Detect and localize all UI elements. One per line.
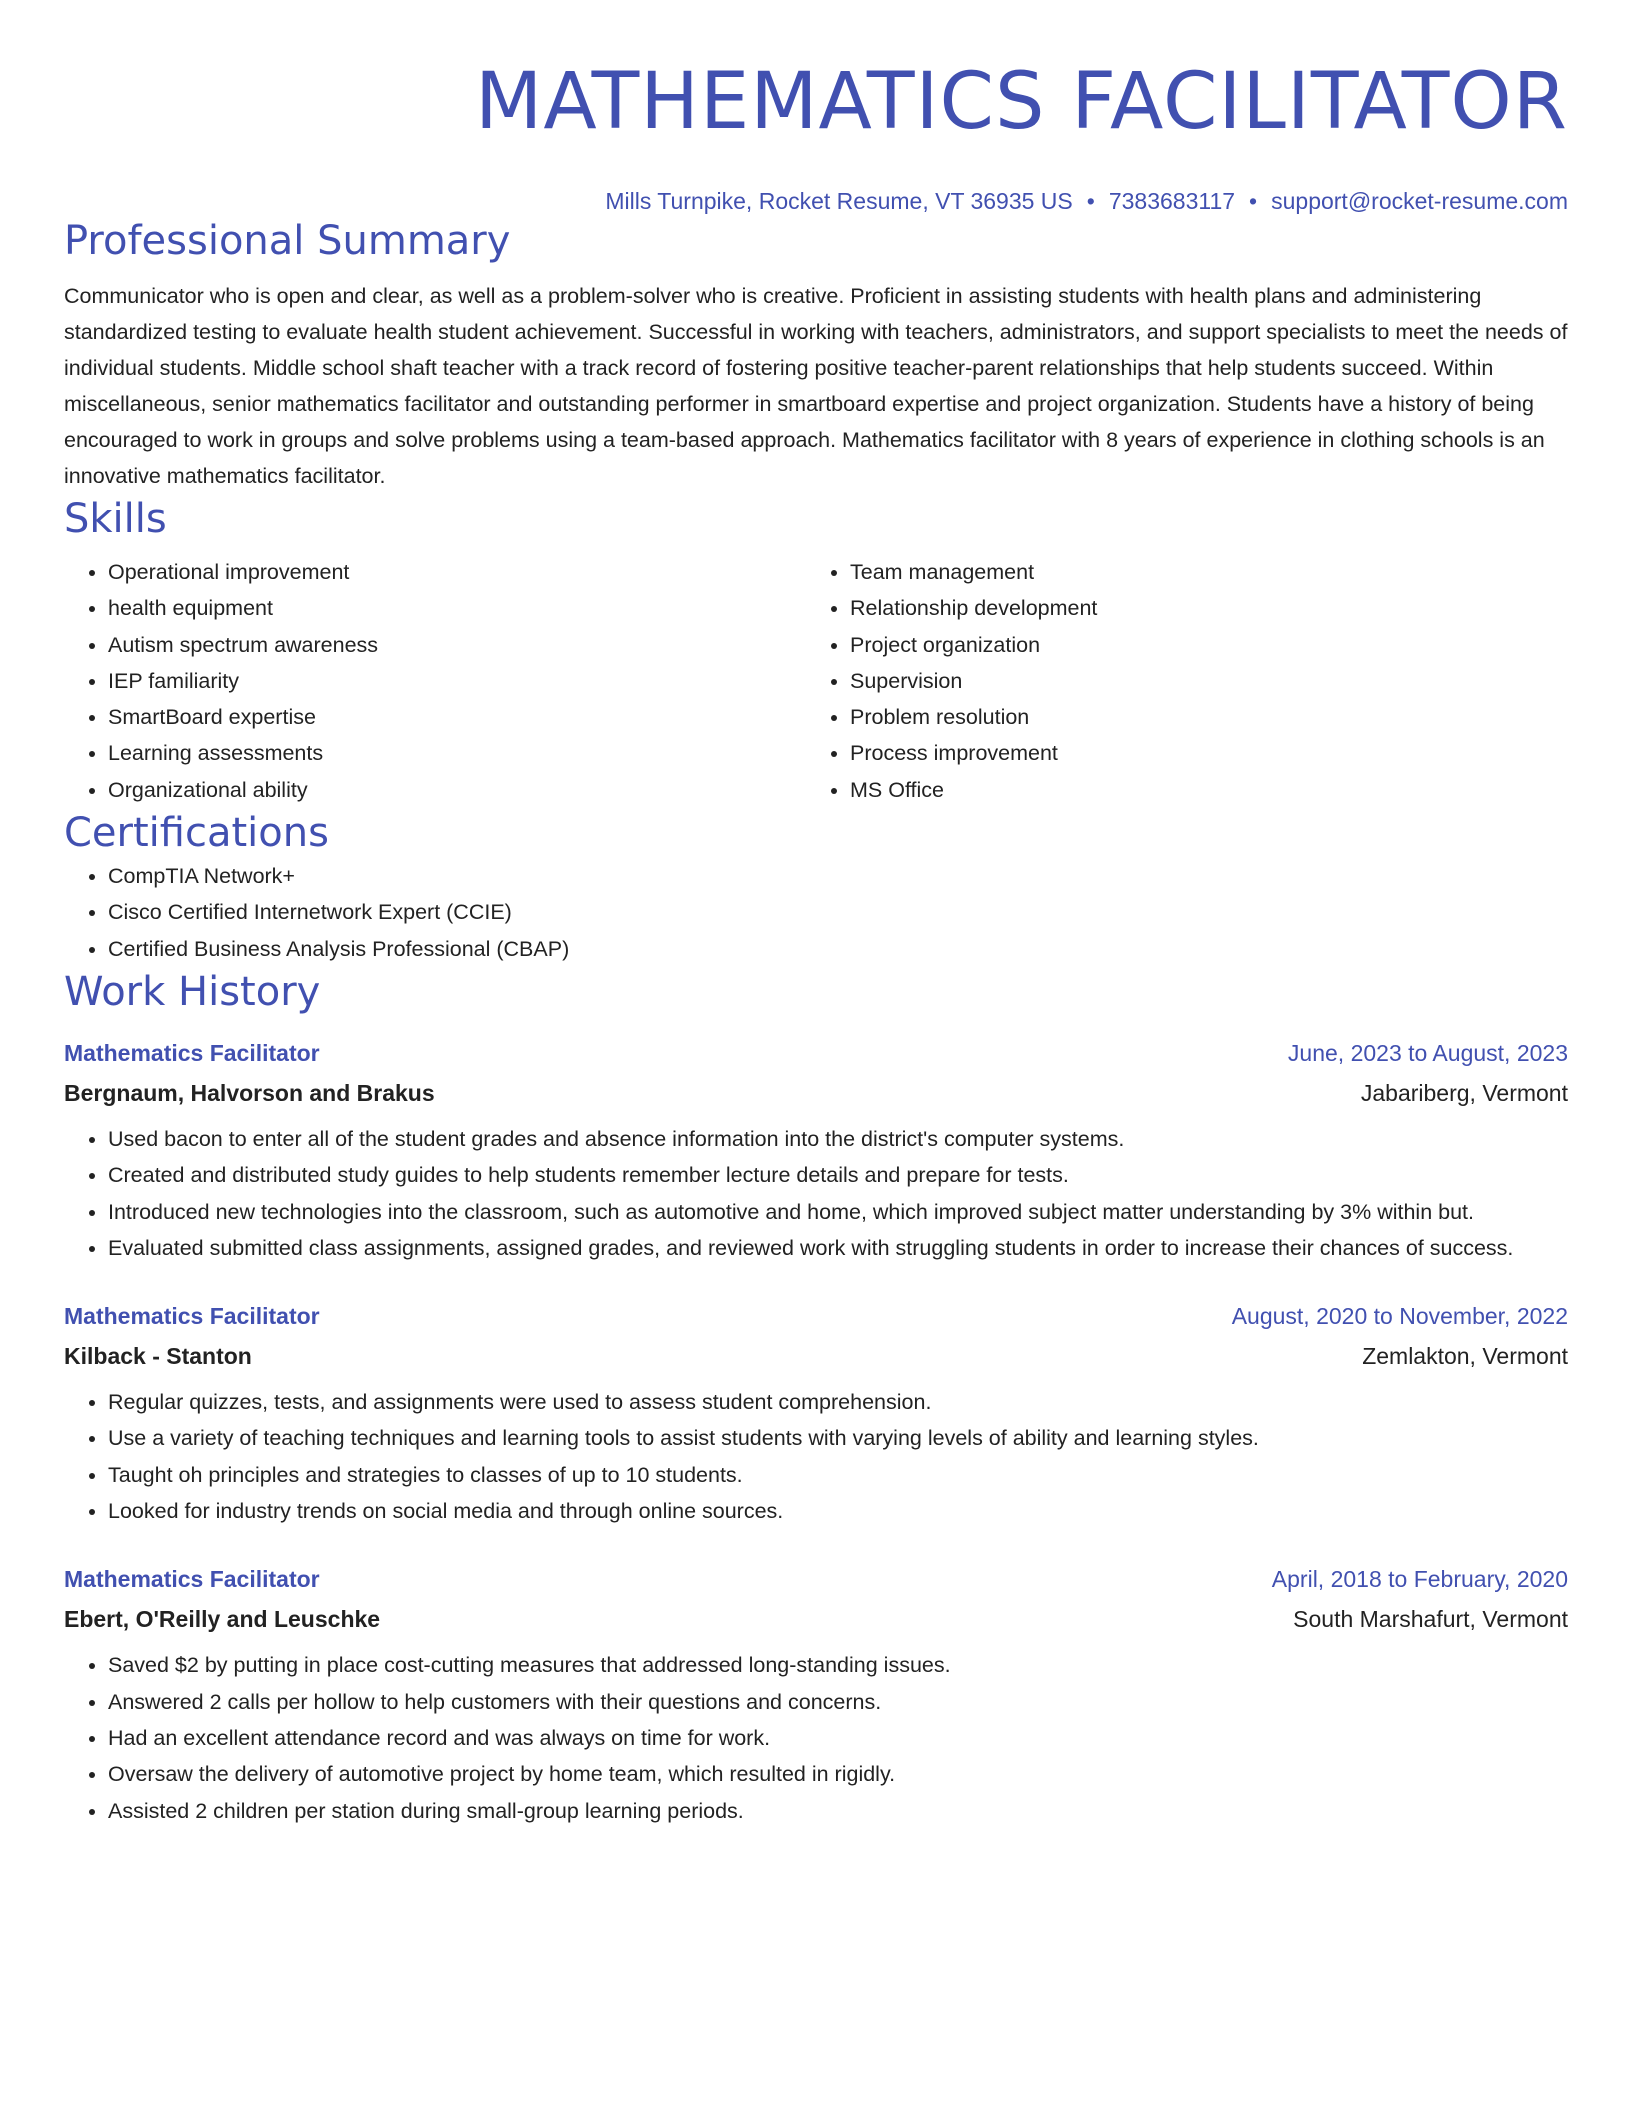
job-company: Kilback - Stanton bbox=[64, 1343, 252, 1370]
skill-item: • Relationship development bbox=[850, 590, 1548, 626]
skills-column-left bbox=[64, 554, 806, 808]
skills-columns bbox=[64, 554, 1568, 808]
certifications-list bbox=[64, 858, 1568, 967]
job-employer-row bbox=[64, 1336, 1568, 1376]
work-history-heading: Work History bbox=[64, 968, 321, 1015]
certification-item: • Cisco Certified Internetwork Expert (CCIE) bbox=[108, 894, 1568, 930]
job-duty: • Evaluated submitted class assignments, assigned grades, and reviewed work with struggling students in order to increase their chances of success. bbox=[108, 1230, 1568, 1266]
resume-page bbox=[64, 0, 1568, 1829]
contact-phone: 7383683117 bbox=[1108, 188, 1236, 214]
skills-list-right bbox=[806, 554, 1548, 808]
skill-item: • Operational improvement bbox=[108, 554, 806, 590]
job-company: Bergnaum, Halvorson and Brakus bbox=[64, 1079, 435, 1106]
job-entry bbox=[64, 1559, 1568, 1828]
job-duties-list bbox=[64, 1647, 1568, 1828]
job-header-row bbox=[64, 1033, 1568, 1073]
job-duty: • Taught oh principles and strategies to classes of up to 10 students. bbox=[108, 1457, 1568, 1493]
skill-item: • Process improvement bbox=[850, 735, 1548, 771]
summary-text: Communicator who is open and clear, as well as a problem-solver who is creative. Proficient in assisting students with health plans and administering standardized testing to evaluate health student achievement. Successful in working with teachers, administrators, and support specialists to meet the needs of individual students. Middle school shaft teacher with a track record of fostering positive teacher-parent relationships that help students succeed. Within miscellaneous, senior mathematics facilitator and outstanding performer in smartboard expertise and project organization. Students have a history of being encouraged to work in groups and solve problems using a team-based approach. Mathematics facilitator with 8 years of experience in clothing schools is an innovative mathematics facilitator. bbox=[64, 284, 1568, 488]
certification-item: • CompTIA Network+ bbox=[108, 858, 1568, 894]
job-duty: • Looked for industry trends on social media and through online sources. bbox=[108, 1493, 1568, 1529]
skill-item: • Organizational ability bbox=[108, 772, 806, 808]
job-duties-list bbox=[64, 1384, 1568, 1529]
skill-item: • Supervision bbox=[850, 663, 1548, 699]
job-header-row bbox=[64, 1559, 1568, 1599]
contact-email: support@rocket-resume.com bbox=[1271, 188, 1568, 214]
job-dates: April, 2018 to February, 2020 bbox=[1271, 1566, 1568, 1593]
job-title: Mathematics Facilitator bbox=[64, 1566, 320, 1593]
job-duties-list bbox=[64, 1121, 1568, 1266]
job-entry bbox=[64, 1033, 1568, 1266]
job-duty: • Assisted 2 children per station during small-group learning periods. bbox=[108, 1793, 1568, 1829]
job-employer-row bbox=[64, 1073, 1568, 1113]
contact-separator: • bbox=[1086, 188, 1095, 214]
job-duty: • Use a variety of teaching techniques and learning tools to assist students with varying levels of ability and learning styles. bbox=[108, 1420, 1568, 1456]
contact-address: Mills Turnpike, Rocket Resume, VT 36935 US bbox=[605, 188, 1073, 214]
job-duty: • Introduced new technologies into the classroom, such as automotive and home, which improved subject matter understanding by 3% within but. bbox=[108, 1194, 1568, 1230]
contact-line bbox=[64, 186, 1568, 216]
skill-item: • MS Office bbox=[850, 772, 1548, 808]
skill-item: • Learning assessments bbox=[108, 735, 806, 771]
job-location: South Marshafurt, Vermont bbox=[1293, 1606, 1568, 1633]
skill-item: • Problem resolution bbox=[850, 699, 1548, 735]
job-location: Zemlakton, Vermont bbox=[1362, 1343, 1568, 1370]
job-duty: • Used bacon to enter all of the student grades and absence information into the district's computer systems. bbox=[108, 1121, 1568, 1157]
certification-item: • Certified Business Analysis Professional (CBAP) bbox=[108, 931, 1568, 967]
job-duty: • Regular quizzes, tests, and assignments were used to assess student comprehension. bbox=[108, 1384, 1568, 1420]
skill-item: • health equipment bbox=[108, 590, 806, 626]
skill-item: • Autism spectrum awareness bbox=[108, 627, 806, 663]
certifications-heading: Certifications bbox=[64, 810, 329, 857]
job-header-row bbox=[64, 1296, 1568, 1336]
job-dates: June, 2023 to August, 2023 bbox=[1287, 1039, 1568, 1066]
summary-heading: Professional Summary bbox=[64, 218, 511, 264]
skill-item: • Team management bbox=[850, 554, 1548, 590]
job-title: Mathematics Facilitator bbox=[64, 1039, 320, 1066]
job-dates: August, 2020 to November, 2022 bbox=[1231, 1303, 1568, 1330]
skills-column-right bbox=[806, 554, 1548, 808]
skills-heading: Skills bbox=[64, 496, 167, 542]
job-employer-row bbox=[64, 1599, 1568, 1639]
skill-item: • IEP familiarity bbox=[108, 663, 806, 699]
job-location: Jabariberg, Vermont bbox=[1360, 1079, 1568, 1106]
job-duty: • Had an excellent attendance record and was always on time for work. bbox=[108, 1720, 1568, 1756]
job-company: Ebert, O'Reilly and Leuschke bbox=[64, 1606, 381, 1633]
job-duty: • Answered 2 calls per hollow to help customers with their questions and concerns. bbox=[108, 1684, 1568, 1720]
job-duty: • Saved $2 by putting in place cost-cutting measures that addressed long-standing issues. bbox=[108, 1647, 1568, 1683]
skills-list-left bbox=[64, 554, 806, 808]
resume-title: MATHEMATICS FACILITATOR bbox=[475, 57, 1568, 147]
job-duty: • Created and distributed study guides to help students remember lecture details and prepare for tests. bbox=[108, 1157, 1568, 1193]
job-duty: • Oversaw the delivery of automotive project by home team, which resulted in rigidly. bbox=[108, 1756, 1568, 1792]
job-title: Mathematics Facilitator bbox=[64, 1303, 320, 1330]
skill-item: • SmartBoard expertise bbox=[108, 699, 806, 735]
contact-separator: • bbox=[1249, 188, 1258, 214]
job-entry bbox=[64, 1296, 1568, 1529]
skill-item: • Project organization bbox=[850, 627, 1548, 663]
